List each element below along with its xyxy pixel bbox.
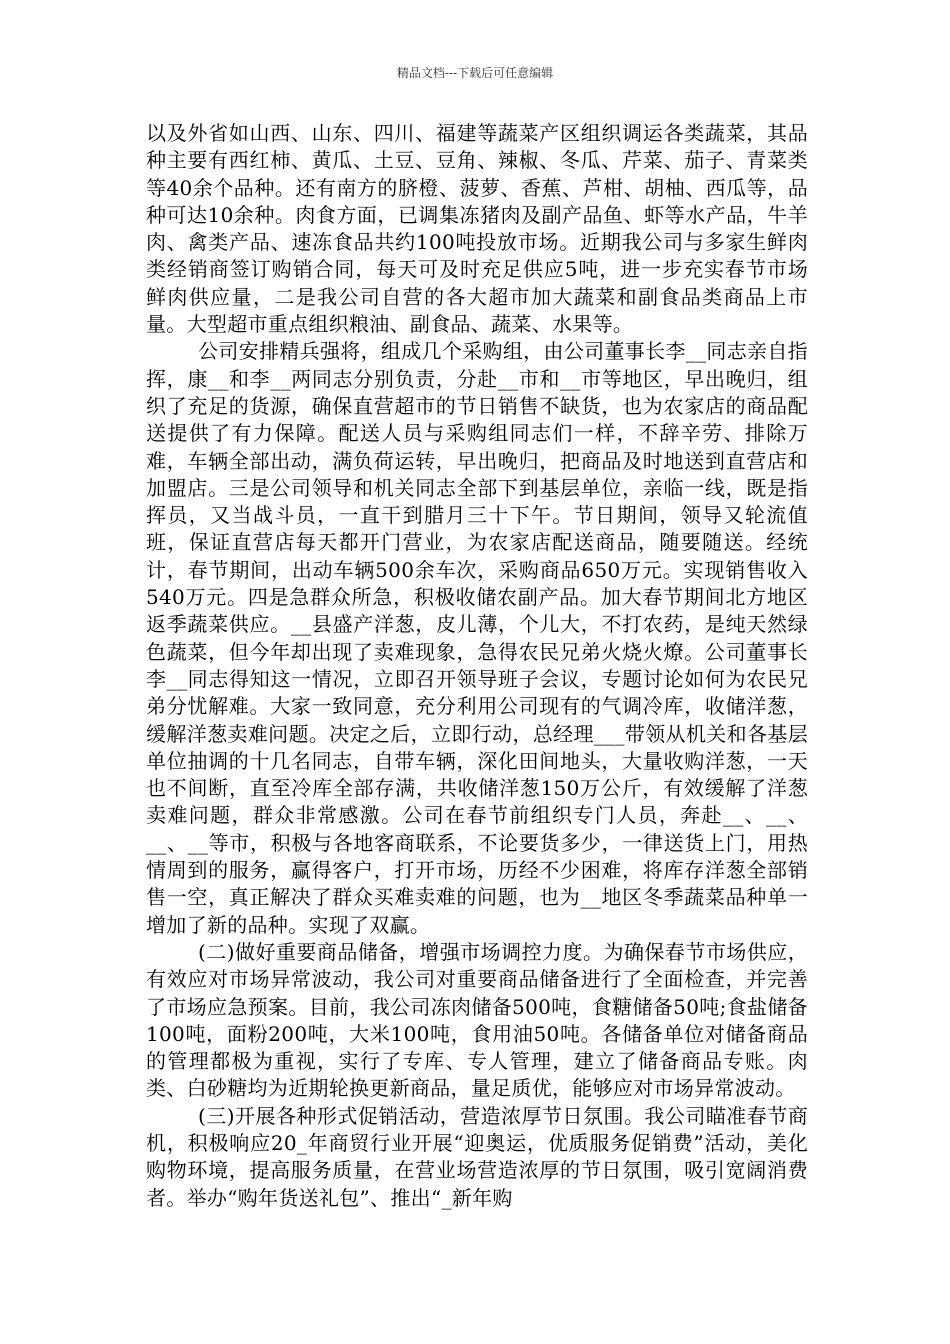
paragraph: (三)开展各种形式促销活动，营造浓厚节日氛围。我公司瞄准春节商机，积极响应20_年商贸行业开展“迎奥运，优质服务促销费”活动，美化购物环境，提高服务质量，在营业场营造浓厚的节日氛围，吸引宽阔消费者。举办“购年货送礼包”、推出“_新年购 — [146, 1103, 808, 1210]
paragraph: 公司安排精兵强将，组成几个采购组，由公司董事长李__同志亲自指挥，康__和李__两同志分别负责，分赴__市和__市等地区，早出晚归，组织了充足的货源，确保直营超市的节日销售不缺货，也为农家店的商品配送提供了有力保障。配送人员与采购组同志们一样，不辞辛劳、排除万难，车辆全部出动，满负荷运转，早出晚归，把商品及时地送到直营店和加盟店。三是公司领导和机关同志全部下到基层单位，亲临一线，既是指挥员，又当战斗员，一直干到腊月三十下午。节日期间，领导又轮流值班，保证直营店每天都开门营业，为农家店配送商品，随要随送。经统计，春节期间，出动车辆500余车次，采购商品650万元。实现销售收入540万元。四是急群众所急，积极收储农副产品。加大春节期间北方地区返季蔬菜供应。__县盛产洋葱，皮儿薄，个儿大，不打农药，是纯天然绿色蔬菜，但今年却出现了卖难现象，急得农民兄弟火烧火燎。公司董事长李__同志得知这一情况，立即召开领导班子会议，专题讨论如何为农民兄弟分忧解难。大家一致同意，充分利用公司现有的气调冷库，收储洋葱，缓解洋葱卖难问题。决定之后，立即行动，总经理___带领从机关和各基层单位抽调的十几名同志，自带车辆，深化田间地头，大量收购洋葱，一天也不间断，直至冷库全部存满，共收储洋葱150万公斤，有效缓解了洋葱卖难问题，群众非常感激。公司在春节前组织专门人员，奔赴__、__、__、__等市，积极与各地客商联系，不论要货多少，一律送货上门，用热情周到的服务，赢得客户，打开市场，历经不少困难，将库存洋葱全部销售一空，真正解决了群众买难卖难的问题，也为__地区冬季蔬菜品种单一增加了新的品种。实现了双赢。 — [146, 339, 808, 937]
document-body — [146, 120, 808, 1212]
page-header: 精品文档---下载后可任意编辑 — [396, 66, 554, 80]
paragraph: 以及外省如山西、山东、四川、福建等蔬菜产区组织调运各类蔬菜，其品种主要有西红柿、黄瓜、土豆、豆角、辣椒、冬瓜、芹菜、茄子、青菜类等40余个品种。还有南方的脐橙、菠萝、香蕉、芦柑、胡柚、西瓜等，品种可达10余种。肉食方面，已调集冻猪肉及副产品鱼、虾等水产品，牛羊肉、禽类产品、速冻食品共约100吨投放市场。近期我公司与多家生鲜肉类经销商签订购销合同，每天可及时充足供应5吨，进一步充实春节市场鲜肉供应量，二是我公司自营的各大超市加大蔬菜和副食品类商品上市量。大型超市重点组织粮油、副食品、蔬菜、水果等。 — [146, 121, 808, 337]
paragraph: (二)做好重要商品储备，增强市场调控力度。为确保春节市场供应，有效应对市场异常波动，我公司对重要商品储备进行了全面检查，并完善了市场应急预案。目前，我公司冻肉储备500吨，食糖储备50吨;食盐储备100吨，面粉200吨，大米100吨，食用油50吨。各储备单位对储备商品的管理都极为重视，实行了专库、专人管理，建立了储备商品专账。肉类、白砂糖均为近期轮换更新商品，量足质优，能够应对市场异常波动。 — [146, 939, 808, 1101]
